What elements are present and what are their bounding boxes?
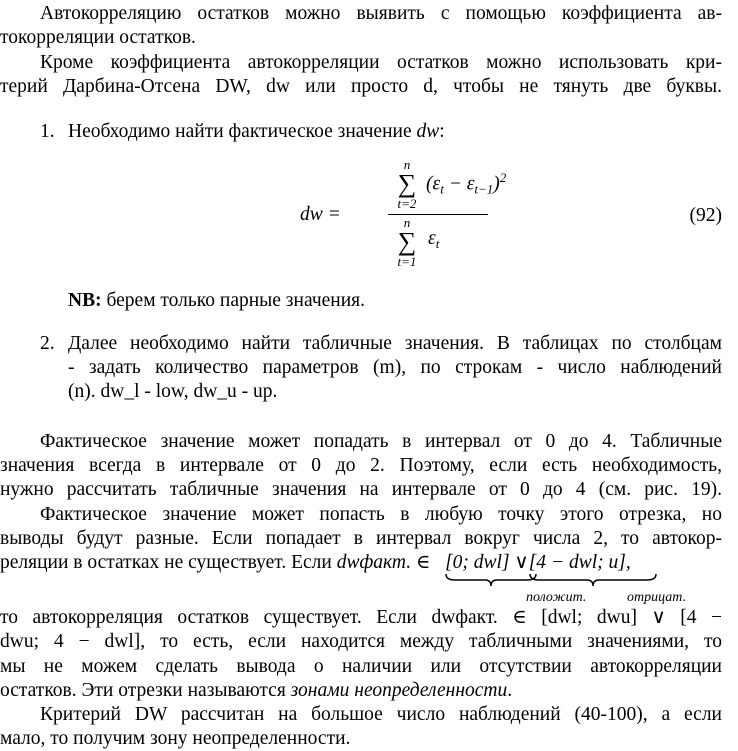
nb-text: берем только парные значения.	[101, 290, 365, 311]
text-line: то автокорреляция остатков существует. Если dwфакт. ∈ [dwl; dwu] ∨ [4 −	[0, 607, 722, 628]
dw-formula	[300, 157, 507, 273]
text-line: токорреляции остатков.	[0, 27, 196, 48]
denominator-body: $\varepsilon_t$	[428, 228, 440, 251]
underbrace-label-negative: отрицат.	[627, 590, 687, 605]
text-line: терий Дарбина-Отсена DW, dw или просто d, чтобы не тянуть две буквы.	[0, 76, 722, 97]
positive-interval: [0; dwl]	[445, 551, 509, 575]
text: остатков. Эти отрезки называются	[0, 680, 291, 701]
fraction-bar	[388, 214, 488, 215]
text-line: Фактическое значение может попадать в интервал от 0 до 4. Табличные	[40, 431, 722, 452]
text: Необходимо найти фактическое значение	[68, 121, 417, 142]
nb-label: NB:	[68, 290, 102, 311]
text-line: Автокорреляцию остатков можно выявить с помощью коэффициента ав-	[40, 3, 722, 24]
colon: :	[439, 121, 445, 142]
list-item-text: (n). dw_l - low, dw_u - up.	[68, 381, 278, 402]
numerator-body: $(\varepsilon_t - \varepsilon_{t-1})^2$	[426, 170, 507, 197]
list-item-text: Далее необходимо найти табличные значения. В таблицах по столбцам	[68, 333, 722, 354]
sum-top	[392, 158, 422, 210]
sum-upper: n	[403, 157, 411, 172]
math-dw-fact: dwфакт. ∈	[336, 552, 431, 573]
text: реляции в остатках не существует. Если	[0, 552, 337, 573]
text-line: Кроме коэффициента автокорреляции остатков можно использовать кри-	[40, 52, 722, 73]
nb-note	[68, 289, 722, 313]
sum-bottom: n ∑ t=1	[397, 215, 417, 269]
or-symbol: ∨	[514, 552, 529, 573]
underbrace-label-positive: положит.	[526, 590, 587, 605]
formula-lhs: dw =	[300, 204, 341, 225]
text-line: мы не можем сделать вывода о наличии или отсутствии автокорреляции	[0, 656, 722, 677]
text-line: мало, то получим зону неопределенности.	[0, 728, 351, 749]
list-item-text: - задать количество параметров (m), по строкам - число наблюдений	[68, 357, 722, 378]
emphasis: зонами неопределенности	[290, 680, 508, 701]
sum-sign: ∑	[397, 169, 417, 198]
text: .	[507, 680, 513, 701]
math-dw: dw	[416, 121, 440, 142]
list-number: 1.	[40, 121, 55, 142]
text-line: значения всегда в интервале от 0 до 2. Поэтому, если есть необходимость,	[0, 455, 722, 476]
negative-interval: [4 − dwl; u],	[529, 551, 631, 575]
list-item-text	[68, 120, 722, 144]
text-line: dwu; 4 − dwl], то есть, если находится между табличными значениями, то	[0, 631, 722, 652]
text-line: Критерий DW рассчитан на большое число наблюдений (40-100), а если	[40, 704, 722, 725]
text-line	[0, 551, 722, 575]
text-line	[0, 679, 722, 703]
text-line: выводы будут разные. Если попадает в интервал вокруг числа 2, то автокор-	[0, 528, 722, 549]
equation-number: (92)	[689, 205, 722, 226]
sum-lower: t=2	[397, 196, 417, 211]
list-number: 2.	[40, 333, 55, 354]
text-line: нужно рассчитать табличные значения на интервале от 0 до 4 (см. рис. 19).	[0, 479, 722, 500]
text-line: Фактическое значение может попасть в любую точку этого отрезка, но	[40, 504, 722, 525]
